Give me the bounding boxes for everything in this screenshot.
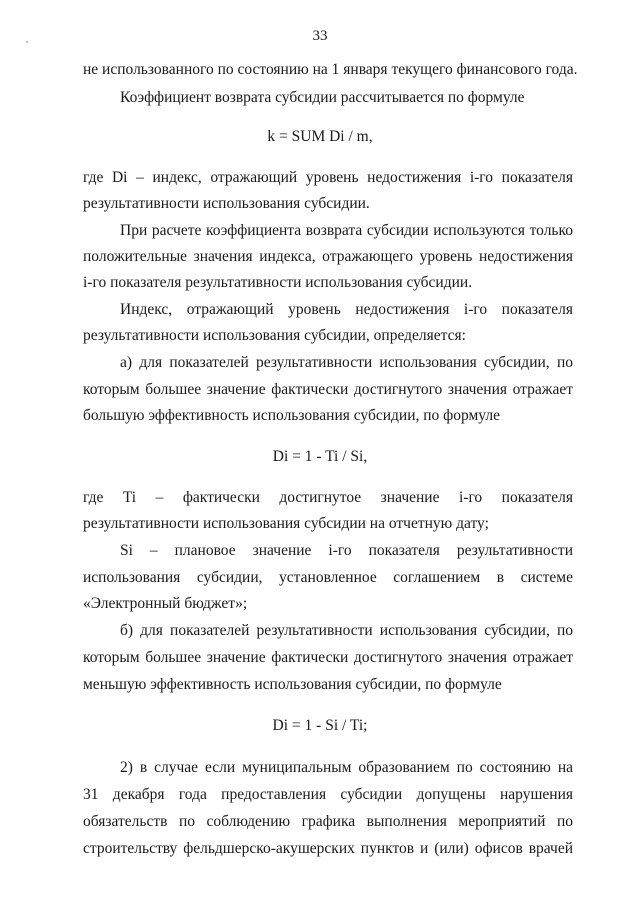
formula-k: k = SUM Di / m,: [267, 128, 373, 145]
text-line: где Ti – фактически достигнутое значение i-го показателя: [83, 489, 573, 506]
text-line: Индекс, отражающий уровень недостижения i-го показателя: [120, 301, 573, 318]
text-line: результативности использования субсидии.: [83, 195, 370, 212]
text-line: i-го показателя результативности использования субсидии.: [83, 274, 473, 291]
text-line: «Электронный бюджет»;: [83, 595, 248, 612]
text-line: использования субсидии, установленное соглашением в системе: [83, 569, 573, 586]
text-line: которым большее значение фактически достигнутого значения отражает: [83, 381, 573, 398]
text-line: результативности использования субсидии на отчетную дату;: [83, 515, 489, 532]
text-line: строительству фельдшерско-акушерских пунктов и (или) офисов врачей: [83, 840, 573, 857]
text-line: 31 декабря года предоставления субсидии допущены нарушения: [83, 786, 573, 803]
text-line: положительные значения индекса, отражающего уровень недостижения: [83, 248, 573, 265]
text-line: Si – плановое значение i-го показателя результативности: [120, 542, 573, 559]
text-line: результативности использования субсидии, определяется:: [83, 327, 466, 344]
formula-di-1: Di = 1 - Ti / Si,: [272, 448, 368, 465]
text-line: При расчете коэффициента возврата субсидии используются только: [120, 222, 573, 239]
text-line: обязательств по соблюдению графика выполнения мероприятий по: [83, 813, 573, 830]
text-line: а) для показателей результативности использования субсидии, по: [120, 354, 573, 371]
text-line: Коэффициент возврата субсидии рассчитывается по формуле: [120, 89, 525, 106]
page-number: 33: [312, 28, 328, 44]
text-line: 2) в случае если муниципальным образованием по состоянию на: [120, 759, 573, 776]
text-line: где Di – индекс, отражающий уровень недостижения i-го показателя: [83, 169, 573, 186]
text-line: меньшую эффективность использования субсидии, по формуле: [83, 676, 502, 693]
text-line: не использованного по состоянию на 1 января текущего финансового года.: [83, 61, 578, 78]
text-line: большую эффективность использования субсидии, по формуле: [83, 407, 500, 424]
formula-di-2: Di = 1 - Si / Ti;: [272, 717, 368, 734]
text-line: б) для показателей результативности использования субсидии, по: [120, 622, 573, 639]
text-line: которым большее значение фактически достигнутого значения отражает: [83, 649, 573, 666]
